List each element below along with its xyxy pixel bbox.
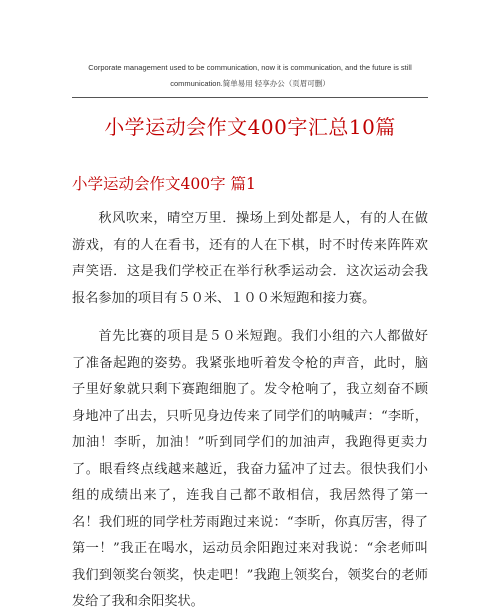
body-paragraph-1: 秋风吹来，晴空万里．操场上到处都是人，有的人在做游戏，有的人在看书，还有的人在下棋，时不时传来阵阵欢声笑语．这是我们学校正在举行秋季运动会．这次运动会我报名参加的项目有５０米、１００米短跑和接力赛。 [72, 211, 428, 306]
header-line-1: Corporate management used to be communication, now it is communication, and the future is still [88, 63, 412, 72]
document-title: 小学运动会作文400字汇总10篇 [104, 115, 396, 139]
header-line-2: communication.简单易用 轻享办公（页眉可删） [170, 79, 330, 88]
body-paragraph-2: 首先比赛的项目是５０米短跑。我们小组的六人都做好了准备起跑的姿势。我紧张地听着发令枪的声音，此时，脑子里好象就只剩下赛跑细胞了。发令枪响了，我立刻奋不顾身地冲了出去，只听见身边传来了同学们的呐喊声：“李昕，加油！李昕，加油！”听到同学们的加油声，我跑得更卖力了。眼看终点线越来越近，我奋力猛冲了过去。很快我们小组的成绩出来了，连我自己都不敢相信，我居然得了第一名！我们班的同学杜芳雨跑过来说：“李昕，你真厉害，得了第一！”我正在喝水，运动员余阳跑过来对我说：“余老师叫我们到领奖台领奖，快走吧！”我跑上领奖台，领奖台的老师发给了我和余阳奖状。 [72, 329, 428, 609]
header-divider [72, 97, 428, 98]
section-heading: 小学运动会作文400字 篇1 [72, 175, 256, 193]
page-header [40, 60, 460, 92]
